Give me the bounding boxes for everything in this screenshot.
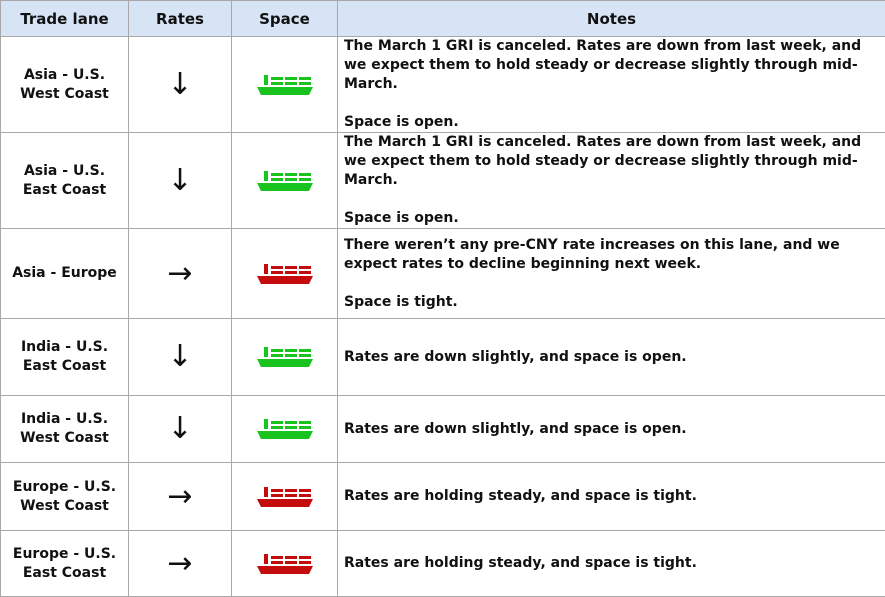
lane-line-2: West Coast: [1, 85, 128, 104]
trade-lane-cell: [1, 37, 129, 133]
rate-cell: [129, 229, 232, 319]
space-cell: [232, 531, 338, 597]
header-space: Space: [232, 1, 338, 37]
header-notes: Notes: [338, 1, 885, 37]
right-arrow-icon: →: [167, 479, 192, 514]
notes-cell: [338, 463, 885, 531]
lane-line-1: Asia - U.S.: [1, 66, 128, 85]
rate-cell: [129, 531, 232, 597]
table-row: [1, 133, 885, 229]
red-ship-icon: [256, 263, 314, 285]
lane-line-1: Europe - U.S.: [1, 545, 128, 564]
space-cell: [232, 133, 338, 229]
space-note-text: Space is open.: [344, 113, 879, 132]
trade-lane-cell: [1, 319, 129, 396]
down-arrow-icon: ↓: [167, 67, 192, 102]
notes-cell: [338, 229, 885, 319]
rate-cell: [129, 396, 232, 463]
trade-lane-cell: [1, 463, 129, 531]
rate-cell: [129, 463, 232, 531]
green-ship-icon: [256, 346, 314, 368]
note-text: Rates are down slightly, and space is open.: [344, 348, 879, 367]
table-row: [1, 463, 885, 531]
note-text: The March 1 GRI is canceled. Rates are down from last week, and we expect them to hold steady or decrease slightly through mid-March.: [344, 133, 879, 190]
space-note-text: Space is tight.: [344, 293, 879, 312]
note-text: Rates are holding steady, and space is tight.: [344, 487, 879, 506]
notes-cell: [338, 133, 885, 229]
green-ship-icon: [256, 170, 314, 192]
table-header-row: [1, 1, 885, 37]
space-cell: [232, 463, 338, 531]
notes-cell: [338, 531, 885, 597]
note-text: There weren’t any pre-CNY rate increases on this lane, and we expect rates to decline beginning next week.: [344, 236, 879, 274]
rate-cell: [129, 319, 232, 396]
lane-line-1: Asia - U.S.: [1, 162, 128, 181]
trade-lane-cell: [1, 229, 129, 319]
note-text: The March 1 GRI is canceled. Rates are down from last week, and we expect them to hold steady or decrease slightly through mid-March.: [344, 37, 879, 94]
table-row: [1, 396, 885, 463]
lane-line-2: East Coast: [1, 357, 128, 376]
lane-line-2: West Coast: [1, 497, 128, 516]
header-rates: Rates: [129, 1, 232, 37]
red-ship-icon: [256, 486, 314, 508]
space-cell: [232, 229, 338, 319]
rate-cell: [129, 37, 232, 133]
red-ship-icon: [256, 553, 314, 575]
note-text: Rates are holding steady, and space is tight.: [344, 554, 879, 573]
rate-cell: [129, 133, 232, 229]
table-row: [1, 229, 885, 319]
space-cell: [232, 396, 338, 463]
table-row: [1, 319, 885, 396]
right-arrow-icon: →: [167, 546, 192, 581]
lane-line-2: West Coast: [1, 429, 128, 448]
down-arrow-icon: ↓: [167, 163, 192, 198]
notes-cell: [338, 37, 885, 133]
lane-line-1: Asia - Europe: [1, 264, 128, 283]
right-arrow-icon: →: [167, 256, 192, 291]
header-trade-lane: Trade lane: [1, 1, 129, 37]
green-ship-icon: [256, 418, 314, 440]
table-row: [1, 531, 885, 597]
trade-lane-cell: [1, 396, 129, 463]
table-row: [1, 37, 885, 133]
lane-line-2: East Coast: [1, 181, 128, 200]
space-cell: [232, 37, 338, 133]
trade-lane-cell: [1, 531, 129, 597]
down-arrow-icon: ↓: [167, 339, 192, 374]
space-note-text: Space is open.: [344, 209, 879, 228]
lane-line-1: India - U.S.: [1, 338, 128, 357]
note-text: Rates are down slightly, and space is open.: [344, 420, 879, 439]
lane-line-1: India - U.S.: [1, 410, 128, 429]
down-arrow-icon: ↓: [167, 411, 192, 446]
space-cell: [232, 319, 338, 396]
lane-line-1: Europe - U.S.: [1, 478, 128, 497]
notes-cell: [338, 319, 885, 396]
lane-line-2: East Coast: [1, 564, 128, 583]
trade-lane-cell: [1, 133, 129, 229]
green-ship-icon: [256, 74, 314, 96]
notes-cell: [338, 396, 885, 463]
